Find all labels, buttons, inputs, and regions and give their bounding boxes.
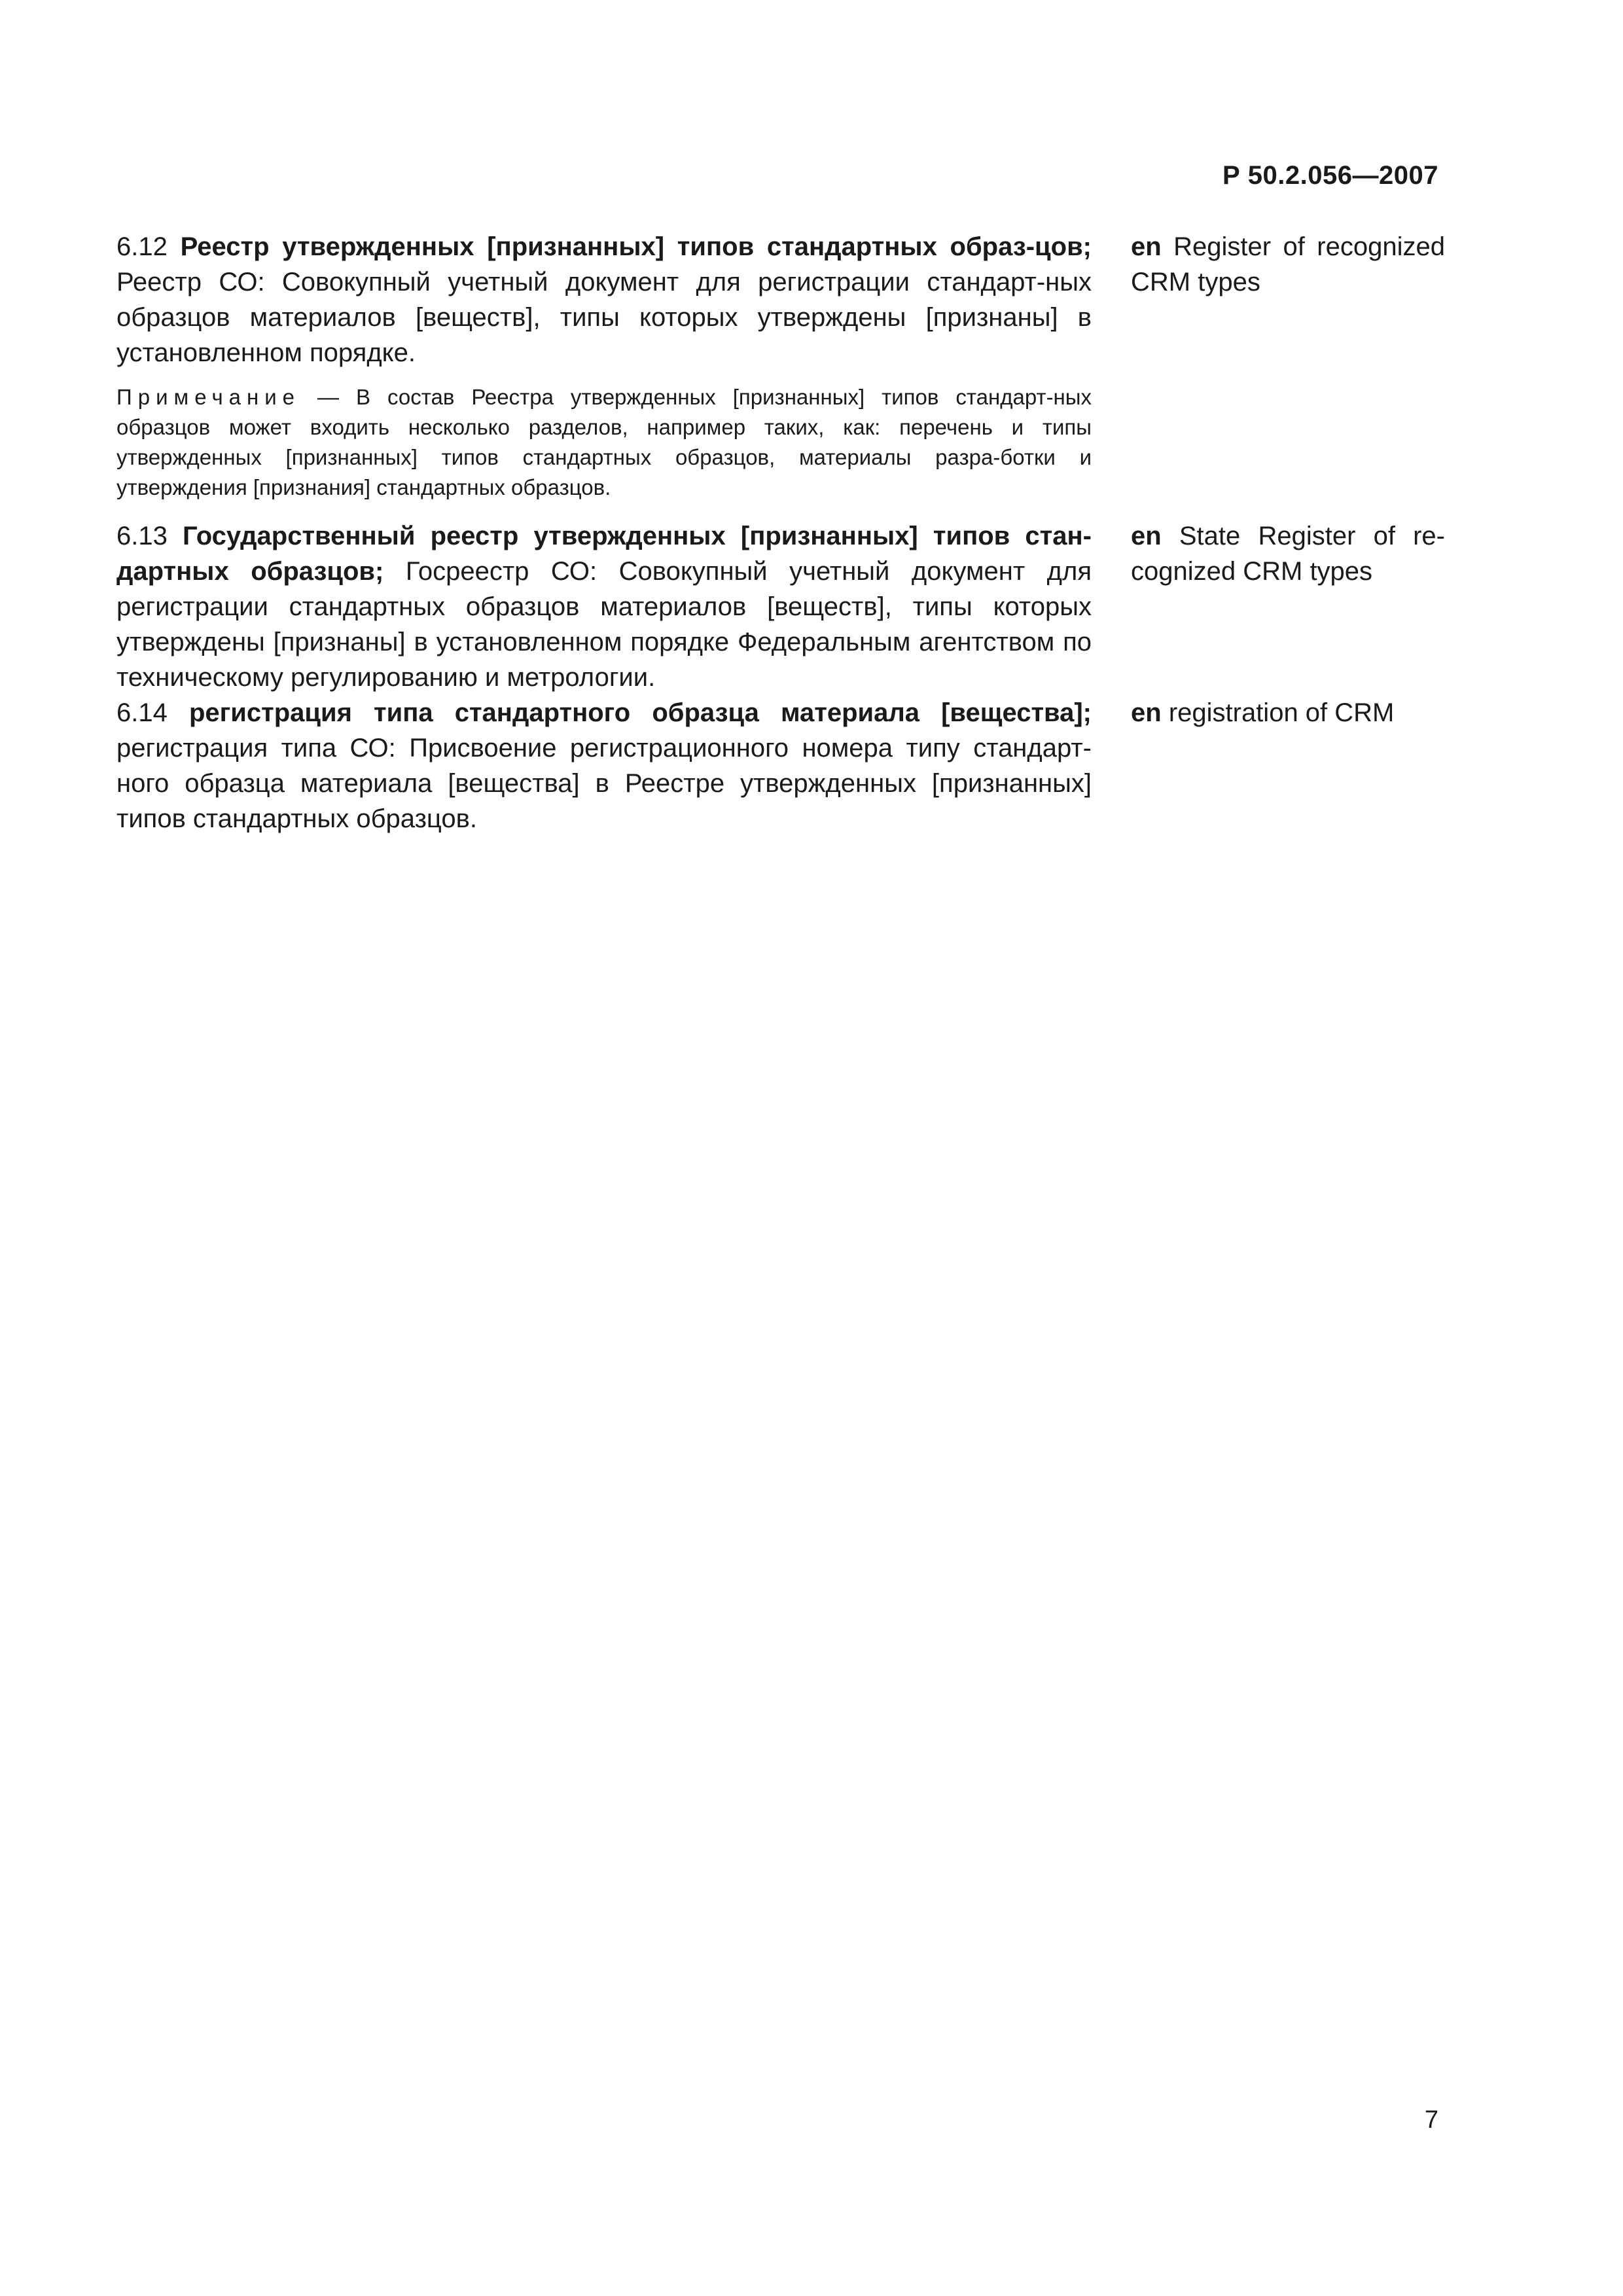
term-number: 6.12 — [116, 232, 168, 261]
term-title: Государственный реестр утвержденных [признанных] типов стан-дартных образцов; — [116, 522, 1092, 586]
term-english-equivalent — [1131, 518, 1445, 695]
term-entry-6-13 — [116, 518, 1445, 695]
note-label: Примечание — [116, 385, 301, 409]
english-term: Register of recognized CRM types — [1131, 232, 1445, 296]
term-definition: регистрация типа СО: Присвоение регистрационного номера типу стандарт-ного образца материала [вещества] в Реестре утвержденных [признанных] типов стандартных образцов. — [116, 734, 1092, 833]
language-tag: en — [1131, 698, 1162, 727]
term-number: 6.14 — [116, 698, 168, 727]
term-entry-6-14 — [116, 695, 1445, 836]
note-text: — В состав Реестра утвержденных [признанных] типов стандарт-ных образцов может входить несколько разделов, например таких, как: перечень и типы утвержденных [признанных] типов стандартных образцов, материалы разра-ботки и утверждения [признания] стандартных образцов. — [116, 385, 1092, 499]
english-term: State Register of re-cognized CRM types — [1131, 522, 1445, 586]
term-definition-ru — [116, 229, 1092, 370]
term-definition-ru — [116, 695, 1092, 836]
document-code: Р 50.2.056—2007 — [1222, 161, 1438, 190]
language-tag: en — [1131, 522, 1162, 550]
term-definition: Госреестр СО: Совокупный учетный документ для регистрации стандартных образцов материалов [веществ], типы которых утверждены [признаны] в установленном порядке Федеральным агентством по техническому регулированию и метрологии. — [116, 557, 1092, 692]
term-entry-6-12 — [116, 229, 1445, 370]
terms-section — [116, 229, 1445, 851]
term-definition: Реестр СО: Совокупный учетный документ для регистрации стандарт-ных образцов материалов [веществ], типы которых утверждены [признаны] в установленном порядке. — [116, 268, 1092, 367]
term-title: Реестр утвержденных [признанных] типов стандартных образ-цов; — [180, 232, 1092, 261]
language-tag: en — [1131, 232, 1162, 261]
term-english-equivalent — [1131, 229, 1445, 370]
term-definition-ru — [116, 518, 1092, 695]
note-paragraph — [116, 382, 1092, 503]
term-number: 6.13 — [116, 522, 168, 550]
term-title: регистрация типа стандартного образца материала [вещества]; — [188, 698, 1092, 727]
page-number: 7 — [1424, 2106, 1438, 2134]
english-term: registration of CRM — [1168, 698, 1395, 727]
term-english-equivalent — [1131, 695, 1445, 836]
